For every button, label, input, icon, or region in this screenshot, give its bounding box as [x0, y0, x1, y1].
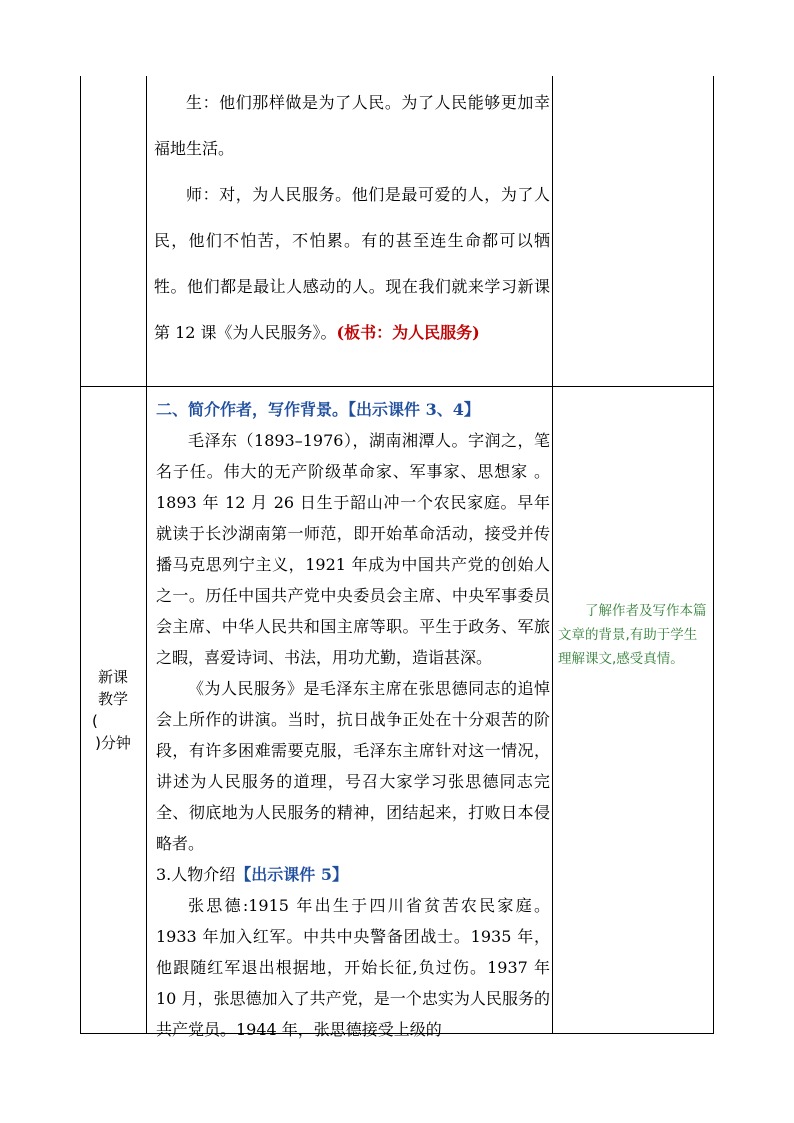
- new-lesson-label: [82, 666, 144, 754]
- label-line-2: 教学: [97, 690, 128, 708]
- label-line-1: 新课: [97, 668, 128, 686]
- person-heading: [156, 859, 550, 890]
- design-intent-note: 了解作者及写作本篇文章的背景,有助于学生理解课文,感受真情。: [558, 603, 707, 667]
- row2-content: [156, 394, 550, 1045]
- person-heading-text: 3.人物介绍: [156, 865, 236, 884]
- teacher-remark: [154, 172, 550, 356]
- lesson-table: [80, 76, 714, 1039]
- section-heading: [156, 394, 550, 425]
- row1-content: [154, 80, 550, 356]
- student-answer: 生：他们那样做是为了人民。为了人民能够更加幸福地生活。: [154, 93, 550, 158]
- table-divider-2: [552, 76, 553, 1034]
- person-intro: 张思德:1915 年出生于四川省贫苦农民家庭。1933 年加入红军。中共中央警备团战士。1935 年，他跟随红军退出根据地，开始长征,负过伤。1937 年 10 月，张思德加入了共产党，是一个忠实为人民服务的共产党员。1944 年，张思德接受上级的: [156, 896, 550, 1039]
- person-courseware-tag: 【出示课件 5】: [235, 865, 348, 884]
- board-note: (板书：为人民服务): [336, 323, 480, 342]
- writing-background: 《为人民服务》是毛泽东主席在张思德同志的追悼会上所作的讲演。当时，抗日战争正处在十分艰苦的阶段，有许多困难需要克服，毛泽东主席针对这一情况，讲述为人民服务的道理，号召大家学习张思德同志完全、彻底地为人民服务的精神，团结起来，打败日本侵略者。: [156, 679, 550, 853]
- teacher-remark-text: 师：对，为人民服务。他们是最可爱的人，为了人民，他们不怕苦，不怕累。有的甚至连生命都可以牺牲。他们都是最让人感动的人。现在我们就来学习新课第 12 课《为人民服务》。: [154, 185, 550, 342]
- table-divider-1: [146, 76, 147, 1034]
- section-heading-text: 二、简介作者，写作背景。: [156, 400, 349, 419]
- row-divider: [80, 386, 714, 387]
- label-line-4: )分钟: [95, 734, 131, 752]
- courseware-tag: 【出示课件 3、4】: [348, 400, 480, 419]
- label-line-3: (: [92, 712, 98, 730]
- table-border-left: [80, 76, 81, 1034]
- author-intro: 毛泽东（1893–1976），湖南湘潭人。字润之，笔名子任。伟大的无产阶级革命家、军事家、思想家 。1893 年 12 月 26 日生于韶山冲一个农民家庭。早年就读于长沙湖南第一师范，即开始革命活动，接受并传播马克思列宁主义，1921 年成为中国共产党的创始人之一。历任中国共产党中央委员会主席、中央军事委员会主席、中华人民共和国主席等职。平生于政务、军旅之暇，喜爱诗词、书法，用功尤勤，造诣甚深。: [156, 431, 550, 667]
- table-border-right: [713, 76, 714, 1034]
